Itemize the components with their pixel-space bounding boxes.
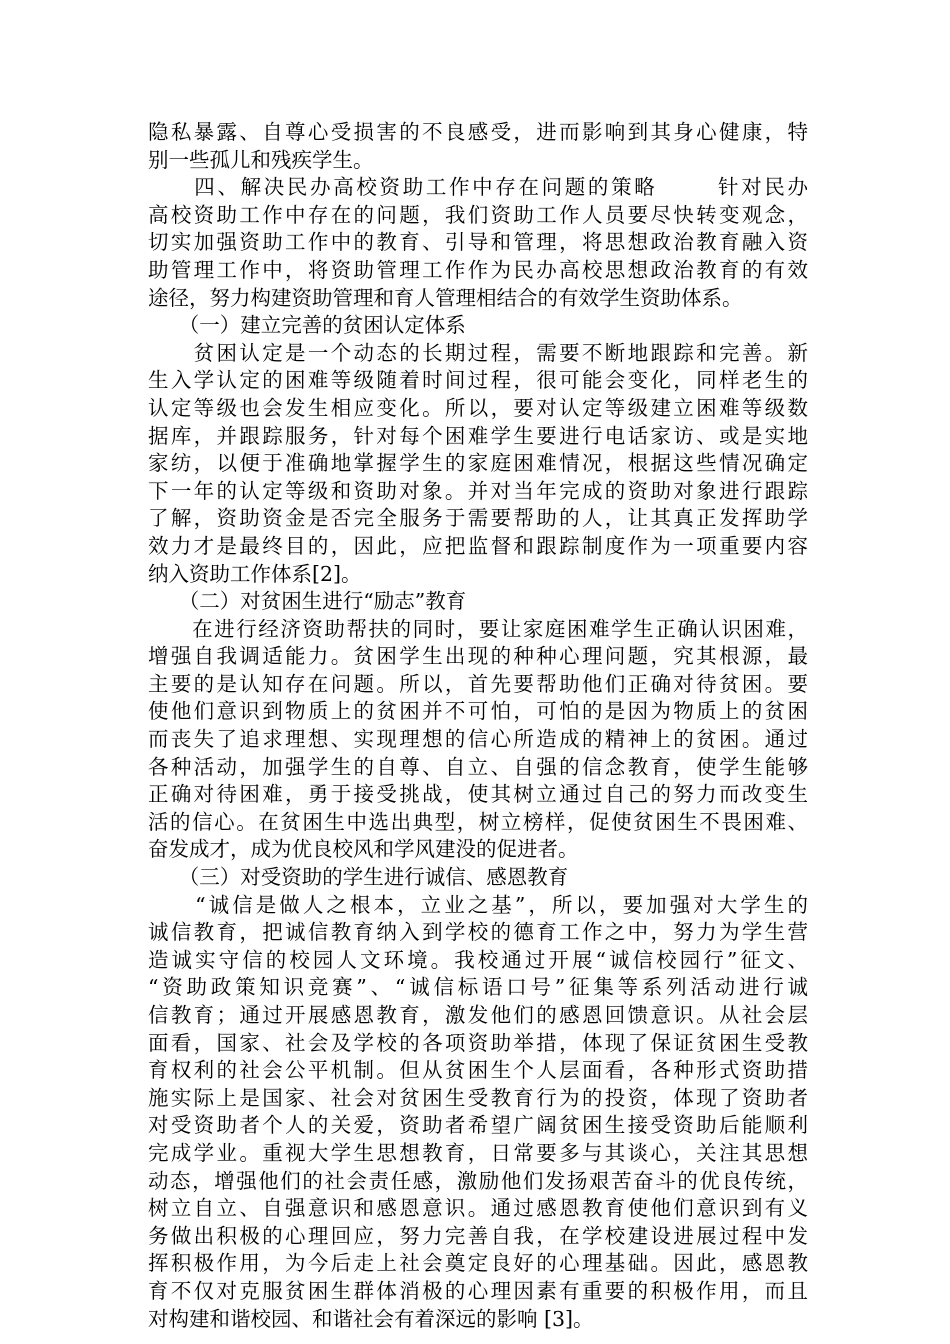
text-line-content: 正确对待困难，勇于接受挑战，使其树立通过自己的努力而改变生 <box>148 782 808 807</box>
text-line-content: 四、解决民办高校资助工作中存在问题的策略 <box>148 175 658 200</box>
text-line-content: 各种活动，加强学生的自尊、自立、自强的信念教育，使学生能够 <box>148 754 808 779</box>
text-line-content: 对构建和谐校园、和谐社会有着深远的影响 [3]。 <box>148 1306 594 1331</box>
text-line <box>148 1002 808 1030</box>
text-line-content: 途径，努力构建资助管理和育人管理相结合的有效学生资助体系。 <box>148 285 743 310</box>
text-line-content: 生入学认定的困难等级随着时间过程，很可能会变化，同样老生的 <box>148 368 808 393</box>
text-line-content: （二）对贫困生进行“励志”教育 <box>148 589 467 614</box>
text-line-content: 信教育；通过开展感恩教育，激发他们的感恩回馈意识。从社会层 <box>148 1003 808 1027</box>
text-line <box>148 174 808 202</box>
text-line-content: 家纺，以便于准确地掌握学生的家庭困难情况，根据这些情况确定 <box>148 451 808 476</box>
text-line-content: 诚信教育，把诚信教育纳入到学校的德育工作之中，努力为学生营 <box>148 920 808 945</box>
text-line-content: 奋发成才，成为优良校风和学风建没的促进者。 <box>148 837 579 862</box>
text-line <box>148 1278 808 1306</box>
text-line-content: 高校资助工作中存在的问题，我们资助工作人员要尽快转变观念， <box>148 202 808 227</box>
text-line <box>148 1112 808 1140</box>
text-line-content: 纳入资助工作体系[2]。 <box>148 561 362 586</box>
text-line-content: 对受资助者个人的关爱，资助者希望广阔贫困生接受资助后能顺利 <box>148 1113 808 1138</box>
text-line <box>148 781 808 809</box>
text-line-content: 施实际上是国家、社会对贫困生受教育行为的投资，体现了资助者 <box>148 1085 808 1110</box>
text-line-content: （三）对受资助的学生进行诚信、感恩教育 <box>148 865 569 890</box>
text-line <box>148 478 808 506</box>
text-line-content: 了解，资助资金是否完全服务于需要帮助的人，让其真正发挥助学 <box>148 506 808 531</box>
document-body <box>148 119 808 1333</box>
text-line <box>148 367 808 395</box>
text-line <box>148 1085 808 1113</box>
text-line-content: 育权利的社会公平机制。但从贫困生个人层面看，各种形式资助措 <box>148 1058 808 1083</box>
text-line <box>148 864 808 892</box>
text-line <box>148 1306 808 1334</box>
text-line-content: 使他们意识到物质上的贫困并不可怕，可怕的是因为物质上的贫困 <box>148 699 808 724</box>
text-line-content: “诚信是做人之根本，立业之基”，所以，要加强对大学生的 <box>148 892 808 917</box>
text-line <box>148 257 808 285</box>
text-line-tail: 针对民办 <box>715 175 809 200</box>
text-line-content: 育不仅对克服贫困生群体消极的心理因素有重要的积极作用，而且 <box>148 1278 808 1303</box>
text-line <box>148 1250 808 1278</box>
text-line <box>148 202 808 230</box>
text-line <box>148 1030 808 1058</box>
text-line <box>148 1168 808 1196</box>
text-line-content: 据库，并跟踪服务，针对每个困难学生要进行电话家访、或是实地 <box>148 423 808 448</box>
text-line-content: 下一年的认定等级和资助对象。并对当年完成的资助对象进行跟踪 <box>148 478 808 503</box>
text-line <box>148 561 808 589</box>
text-line <box>148 588 808 616</box>
text-line <box>148 671 808 699</box>
text-line-content: 隐私暴露、自尊心受损害的不良感受，进而影响到其身心健康，特 <box>148 120 808 144</box>
text-line <box>148 1057 808 1085</box>
text-line <box>148 119 808 147</box>
text-line <box>148 1223 808 1251</box>
text-line-content: 面看，国家、社会及学校的各项资助举措，体现了保证贫困生受教 <box>148 1030 808 1055</box>
text-line <box>148 229 808 257</box>
text-line <box>148 450 808 478</box>
text-line <box>148 754 808 782</box>
text-line-content: （一）建立完善的贫困认定体系 <box>148 313 466 338</box>
text-line <box>148 919 808 947</box>
text-line-content: 造诚实守信的校园人文环境。我校通过开展“诚信校园行”征文、 <box>148 947 808 972</box>
text-line-content: 在进行经济资助帮扶的同时，要让家庭困难学生正确认识困难， <box>148 616 808 641</box>
text-line <box>148 505 808 533</box>
text-line <box>148 974 808 1002</box>
text-line-content: 活的信心。在贫困生中选出典型，树立榜样，促使贫困生不畏困难、 <box>148 809 808 834</box>
text-line-content: 效力才是最终目的，因此，应把监督和跟踪制度作为一项重要内容 <box>148 533 808 558</box>
text-line-content: 助管理工作中，将资助管理工作作为民办高校思想政治教育的有效 <box>148 257 808 282</box>
text-line-content: 挥积极作用，为今后走上社会奠定良好的心理基础。因此，感恩教 <box>148 1251 808 1276</box>
text-line <box>148 423 808 451</box>
text-line-content: 务做出积极的心理回应，努力完善自我，在学校建设进展过程中发 <box>148 1223 808 1248</box>
text-line-content: 树立自立、自强意识和感恩意识。通过感恩教育使他们意识到有义 <box>148 1196 808 1221</box>
text-line <box>148 312 808 340</box>
text-line <box>148 616 808 644</box>
text-line <box>148 147 808 175</box>
text-line <box>148 892 808 920</box>
text-line-content: 增强自我调适能力。贫困学生出现的种种心理问题，究其根源，最 <box>148 644 808 669</box>
text-line-content: 而丧失了追求理想、实现理想的信心所造成的精神上的贫困。通过 <box>148 727 808 752</box>
text-line-content: 动态，增强他们的社会责任感，激励他们发扬艰苦奋斗的优良传统， <box>148 1168 808 1193</box>
text-line <box>148 533 808 561</box>
text-line <box>148 1195 808 1223</box>
text-line <box>148 1140 808 1168</box>
text-line-content: 主要的是认知存在问题。所以，首先要帮助他们正确对待贫困。要 <box>148 671 808 696</box>
text-line <box>148 395 808 423</box>
text-line <box>148 698 808 726</box>
text-line-content: 切实加强资助工作中的教育、引导和管理，将思想政治教育融入资 <box>148 230 808 255</box>
text-line-content: 贫困认定是一个动态的长期过程，需要不断地跟踪和完善。新 <box>148 340 808 365</box>
text-line <box>148 643 808 671</box>
text-line-content: “资助政策知识竞赛”、“诚信标语口号”征集等系列活动进行诚 <box>148 975 808 1000</box>
text-line <box>148 947 808 975</box>
text-line <box>148 340 808 368</box>
text-line <box>148 836 808 864</box>
text-line-content: 完成学业。重视大学生思想教育，日常要多与其谈心，关注其思想 <box>148 1140 808 1165</box>
text-line-content: 认定等级也会发生相应变化。所以，要对认定等级建立困难等级数 <box>148 395 808 420</box>
text-line-content: 别一些孤儿和残疾学生。 <box>148 147 374 172</box>
text-line <box>148 809 808 837</box>
text-line <box>148 726 808 754</box>
text-line <box>148 285 808 313</box>
